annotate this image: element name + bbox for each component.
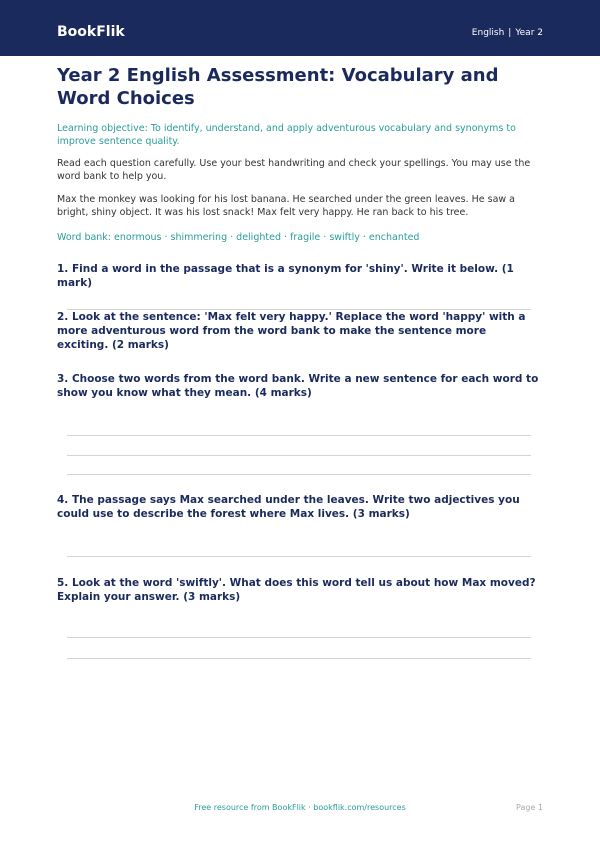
answer-line-q4[interactable]: [67, 556, 531, 557]
footer-source-link[interactable]: Free resource from BookFlik · bookflik.com/resources: [194, 803, 406, 812]
page-header: [0, 0, 600, 56]
learning-objective: Learning objective: To identify, understand, and apply adventurous vocabulary and synonyms to improve sentence quality.: [57, 123, 516, 147]
question-3: 3. Choose two words from the word bank. Write a new sentence for each word to show you know what they mean. (4 marks): [57, 373, 539, 399]
brand-logo[interactable]: BookFlik: [57, 24, 125, 40]
question-5: 5. Look at the word 'swiftly'. What does this word tell us about how Max moved? Explain your answer. (3 marks): [57, 577, 536, 603]
answer-line-q3-2[interactable]: [67, 455, 531, 456]
question-4: 4. The passage says Max searched under the leaves. Write two adjectives you could use to describe the forest where Max lives. (3 marks): [57, 494, 520, 520]
page-number: Page 1: [516, 803, 543, 812]
question-1: 1. Find a word in the passage that is a synonym for 'shiny'. Write it below. (1 mark): [57, 263, 514, 289]
header-meta: [472, 26, 543, 40]
header-separator: |: [508, 28, 512, 38]
answer-line-q3-3[interactable]: [67, 474, 531, 475]
answer-line-q5-1[interactable]: [67, 637, 531, 638]
passage: Max the monkey was looking for his lost banana. He searched under the green leaves. He saw a bright, shiny object. It was his lost snack! Max felt very happy. He ran back to his tree.: [57, 194, 515, 218]
year-label: Year 2: [515, 28, 543, 38]
instructions: Read each question carefully. Use your best handwriting and check your spellings. You may use the word bank to help you.: [57, 158, 531, 182]
answer-line-q3-1[interactable]: [67, 435, 531, 436]
answer-line-q5-2[interactable]: [67, 658, 531, 659]
page-title: Year 2 English Assessment: Vocabulary and Word Choices: [57, 65, 499, 109]
word-bank: Word bank: enormous · shimmering · delighted · fragile · swiftly · enchanted: [57, 232, 420, 243]
question-2: 2. Look at the sentence: 'Max felt very happy.' Replace the word 'happy' with a more adventurous word from the word bank to make the sentence more exciting. (2 marks): [57, 311, 526, 351]
subject-label: English: [471, 28, 505, 38]
